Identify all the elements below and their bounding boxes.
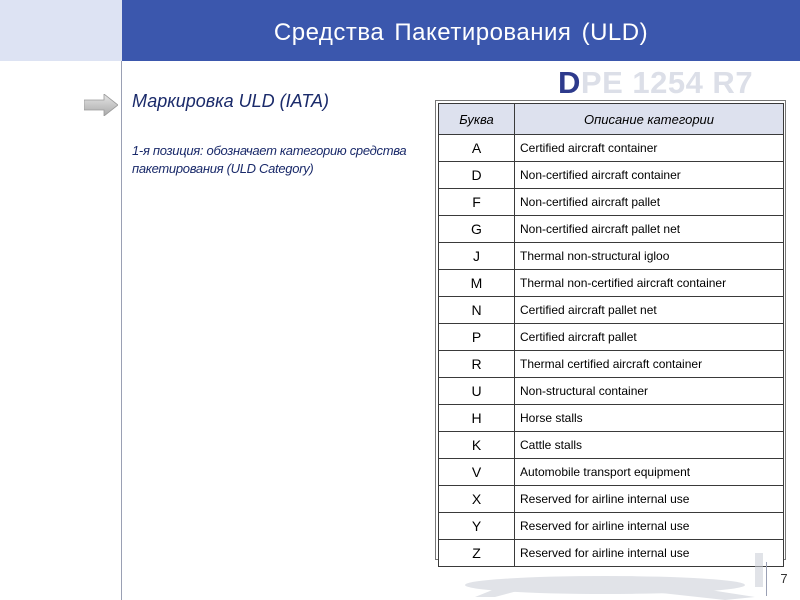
category-description-cell: Thermal non-structural igloo (515, 243, 784, 270)
table-row (439, 243, 784, 270)
category-letter: X (439, 486, 515, 513)
header-letter: Буква (439, 104, 515, 135)
category-letter: U (439, 378, 515, 405)
category-letter: N (439, 297, 515, 324)
table-row (439, 486, 784, 513)
corner-block (0, 0, 122, 61)
category-description-cell: Non-certified aircraft container (515, 162, 784, 189)
table-row (439, 270, 784, 297)
category-description-cell: Reserved for airline internal use (515, 513, 784, 540)
left-divider (121, 61, 122, 600)
table-row (439, 162, 784, 189)
category-letter: D (439, 162, 515, 189)
category-description-cell: Non-certified aircraft pallet (515, 189, 784, 216)
slide-title: Средства Пакетирования (ULD) (273, 19, 649, 46)
table-row (439, 378, 784, 405)
category-letter: P (439, 324, 515, 351)
category-letter: M (439, 270, 515, 297)
category-description-cell: Non-structural container (515, 378, 784, 405)
category-description-cell: Reserved for airline internal use (515, 540, 784, 567)
category-description-cell: Certified aircraft container (515, 135, 784, 162)
category-description-cell: Certified aircraft pallet (515, 324, 784, 351)
page-number: 7 (766, 562, 800, 596)
category-letter: K (439, 432, 515, 459)
arrow-right-icon (84, 94, 118, 116)
category-description-cell: Reserved for airline internal use (515, 486, 784, 513)
category-letter: H (439, 405, 515, 432)
table-row (439, 189, 784, 216)
category-description: 1-я позиция: обозначает категорию средства пакетирования (ULD Category) (132, 143, 407, 176)
doc-ref-letter: D (558, 65, 581, 100)
category-letter: F (439, 189, 515, 216)
category-description-cell: Non-certified aircraft pallet net (515, 216, 784, 243)
document-reference (558, 65, 790, 101)
category-letter: V (439, 459, 515, 486)
category-letter: G (439, 216, 515, 243)
table-row (439, 432, 784, 459)
category-letter: Z (439, 540, 515, 567)
category-description-cell: Certified aircraft pallet net (515, 297, 784, 324)
table-row (439, 459, 784, 486)
category-letter: J (439, 243, 515, 270)
table-row (439, 135, 784, 162)
table-row (439, 216, 784, 243)
category-letter: A (439, 135, 515, 162)
table-row (439, 513, 784, 540)
table-header-row (439, 104, 784, 135)
header-description: Описание категории (515, 104, 784, 135)
table-row (439, 405, 784, 432)
category-description-cell: Thermal certified aircraft container (515, 351, 784, 378)
category-description-cell: Thermal non-certified aircraft container (515, 270, 784, 297)
table-row (439, 297, 784, 324)
category-letter: R (439, 351, 515, 378)
doc-ref-code: PE 1254 R7 (580, 65, 754, 100)
section-subtitle: Маркировка ULD (IATA) (132, 91, 329, 111)
airplane-watermark-icon (455, 545, 785, 600)
category-description-cell: Horse stalls (515, 405, 784, 432)
table-row (439, 324, 784, 351)
table-row (439, 351, 784, 378)
category-description-cell: Cattle stalls (515, 432, 784, 459)
category-letter: Y (439, 513, 515, 540)
uld-category-table (438, 103, 783, 567)
category-description-cell: Automobile transport equipment (515, 459, 784, 486)
